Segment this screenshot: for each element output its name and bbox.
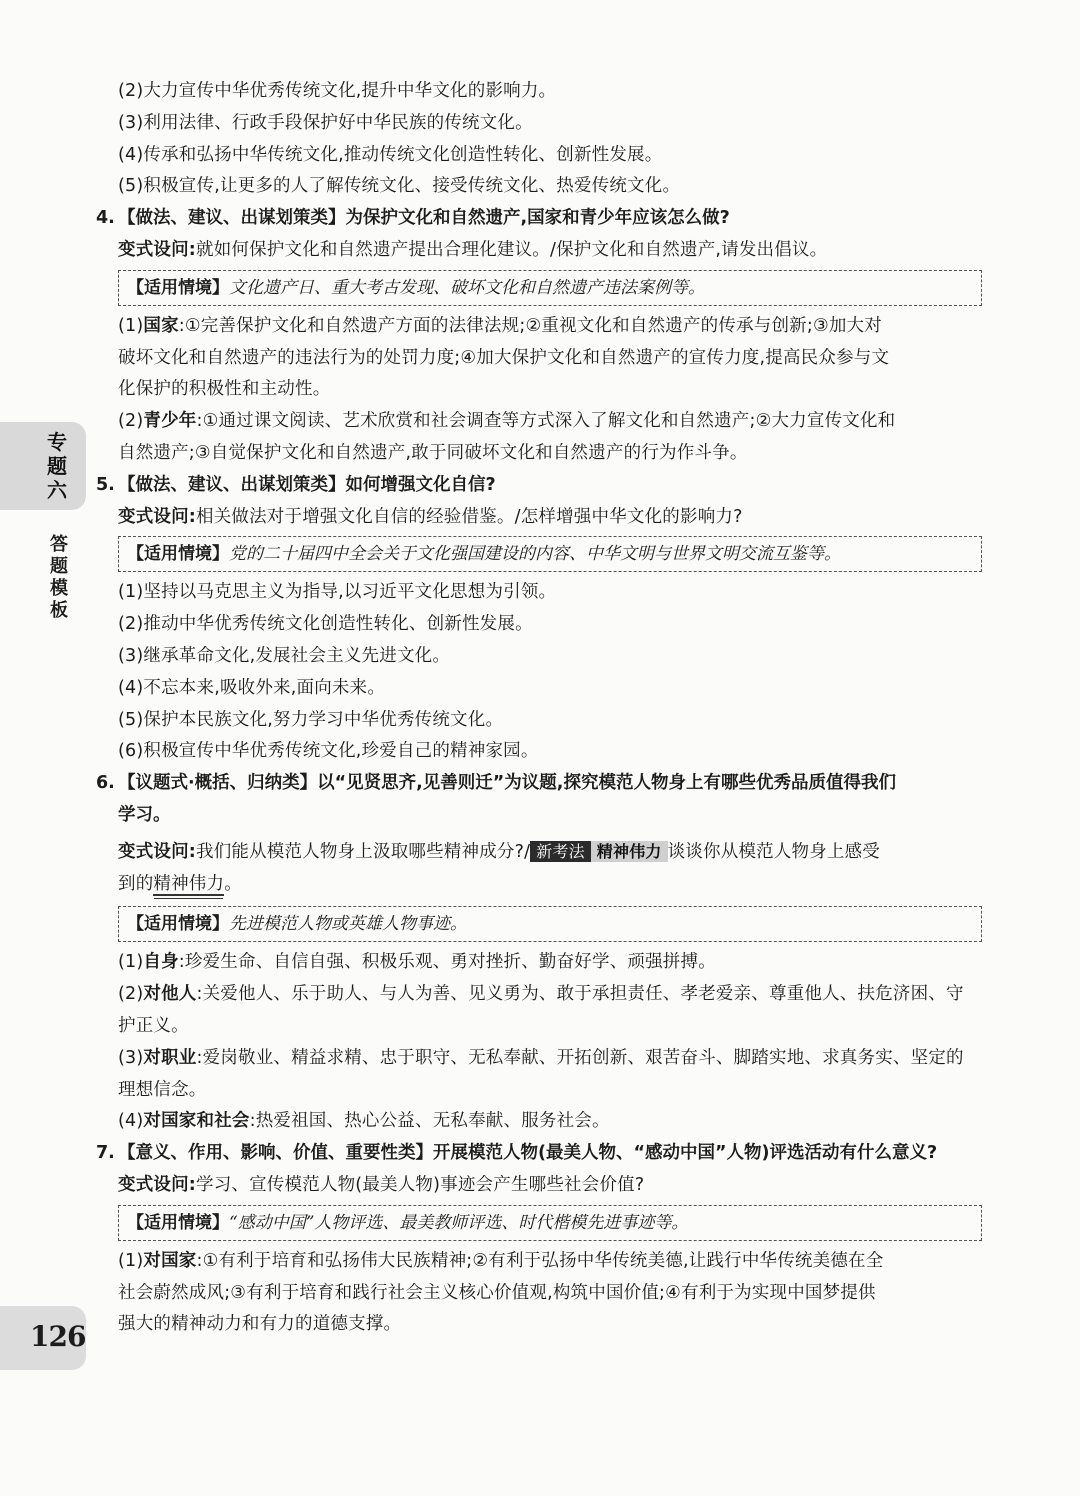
answer-line: (6)积极宣传中华优秀传统文化,珍爱自己的精神家园。 [118, 741, 539, 762]
underlined-keyword: 精神伟力 [153, 873, 225, 894]
answer-line: 自然遗产;③自觉保护文化和自然遗产,敢于同破坏文化和自然遗产的行为作斗争。 [118, 442, 748, 463]
answer-line: (3)利用法律、行政手段保护好中华民族的传统文化。 [118, 112, 533, 133]
chapter-tab [0, 422, 86, 510]
answer-line: (2)推动中华优秀传统文化创造性转化、创新性发展。 [118, 614, 533, 635]
answer-line: (5)积极宣传,让更多的人了解传统文化、接受传统文化、热爱传统文化。 [118, 176, 681, 197]
chapter-tab-label: 专题六 [47, 430, 67, 502]
spirit-power-tag: 精神伟力 [591, 841, 668, 862]
question-6-variant: 变式设问:我们能从模范人物身上汲取哪些精神成分?/ 新考法 精神伟力 谈谈你从模范人物身上感受 [118, 841, 881, 862]
question-6-title: 6. 【议题式·概括、归纳类】以“见贤思齐,见善则迁”为议题,探究模范人物身上有哪些优秀品质值得我们 [96, 773, 896, 794]
question-7-context-box: 【适用情境】“感动中国”人物评选、最美教师评选、时代楷模先进事迹等。 [118, 1205, 982, 1241]
answer-line: (2)大力宣传中华优秀传统文化,提升中华文化的影响力。 [118, 81, 557, 101]
answer-line: (1)坚持以马克思主义为指导,以习近平文化思想为引领。 [118, 582, 557, 603]
answer-line: (4)对国家和社会:热爱祖国、热心公益、无私奉献、服务社会。 [118, 1111, 610, 1132]
question-4-variant: 变式设问:就如何保护文化和自然遗产提出合理化建议。/保护文化和自然遗产,请发出倡议。 [118, 239, 828, 260]
answer-line: 破坏文化和自然遗产的违法行为的处罚力度;④加大保护文化和自然遗产的宣传力度,提高民众参与文 [118, 347, 890, 368]
page-number: 126 [30, 1320, 86, 1353]
question-4-context-box: 【适用情境】文化遗产日、重大考古发现、破坏文化和自然遗产违法案例等。 [118, 270, 982, 306]
question-5-context-box: 【适用情境】党的二十届四中全会关于文化强国建设的内容、中华文明与世界文明交流互鉴等。 [118, 536, 982, 572]
question-7-title: 7. 【意义、作用、影响、价值、重要性类】开展模范人物(最美人物、“感动中国”人物)评选活动有什么意义? [96, 1143, 938, 1164]
answer-line: (3)继承革命文化,发展社会主义先进文化。 [118, 645, 451, 666]
answer-line: (1)自身:珍爱生命、自信自强、积极乐观、勇对挫折、勤奋好学、顽强拼搏。 [118, 952, 716, 973]
question-6-title-cont: 学习。 [118, 804, 171, 825]
answer-line: 理想信念。 [118, 1079, 207, 1100]
answer-line: (4)不忘本来,吸收外来,面向未来。 [118, 677, 386, 698]
answer-line: (2)青少年:①通过课文阅读、艺术欣赏和社会调查等方式深入了解文化和自然遗产;②大力宣传文化和 [118, 411, 896, 432]
answer-line: (1)国家:①完善保护文化和自然遗产方面的法律法规;②重视文化和自然遗产的传承与创新;③加大对 [118, 315, 882, 336]
new-method-tag: 新考法 [530, 841, 591, 862]
question-7-variant: 变式设问:学习、宣传模范人物(最美人物)事迹会产生哪些社会价值? [118, 1174, 645, 1195]
question-4-title: 4. 【做法、建议、出谋划策类】为保护文化和自然遗产,国家和青少年应该怎么做? [96, 208, 730, 229]
question-5-variant: 变式设问:相关做法对于增强文化自信的经验借鉴。/怎样增强中华文化的影响力? [118, 506, 743, 527]
answer-line: (4)传承和弘扬中华传统文化,推动传统文化创造性转化、创新性发展。 [118, 144, 663, 165]
answer-line: (2)对他人:关爱他人、乐于助人、与人为善、见义勇为、敢于承担责任、孝老爱亲、尊重他人、扶危济困、守 [118, 984, 964, 1005]
question-6-context-box: 【适用情境】先进模范人物或英雄人物事迹。 [118, 906, 982, 942]
page-content [96, 76, 982, 1341]
answer-line: (5)保护本民族文化,努力学习中华优秀传统文化。 [118, 709, 504, 730]
section-label: 答题模板 [50, 534, 68, 621]
answer-line: 护正义。 [118, 1015, 189, 1036]
answer-line: (1)对国家:①有利于培育和弘扬伟大民族精神;②有利于弘扬中华传统美德,让践行中华传统美德在全 [118, 1250, 884, 1271]
page-number-tab [0, 1306, 86, 1370]
answer-line: 强大的精神动力和有力的道德支撑。 [118, 1314, 402, 1335]
question-6-variant-cont: 到的精神伟力。 [118, 873, 242, 894]
question-5-title: 5. 【做法、建议、出谋划策类】如何增强文化自信? [96, 474, 496, 495]
answer-line: 化保护的积极性和主动性。 [118, 379, 331, 400]
answer-line: (3)对职业:爱岗敬业、精益求精、忠于职守、无私奉献、开拓创新、艰苦奋斗、脚踏实地、求真务实、坚定的 [118, 1047, 964, 1068]
answer-line: 社会蔚然成风;③有利于培育和践行社会主义核心价值观,构筑中国价值;④有利于为实现中国梦提供 [118, 1282, 876, 1303]
